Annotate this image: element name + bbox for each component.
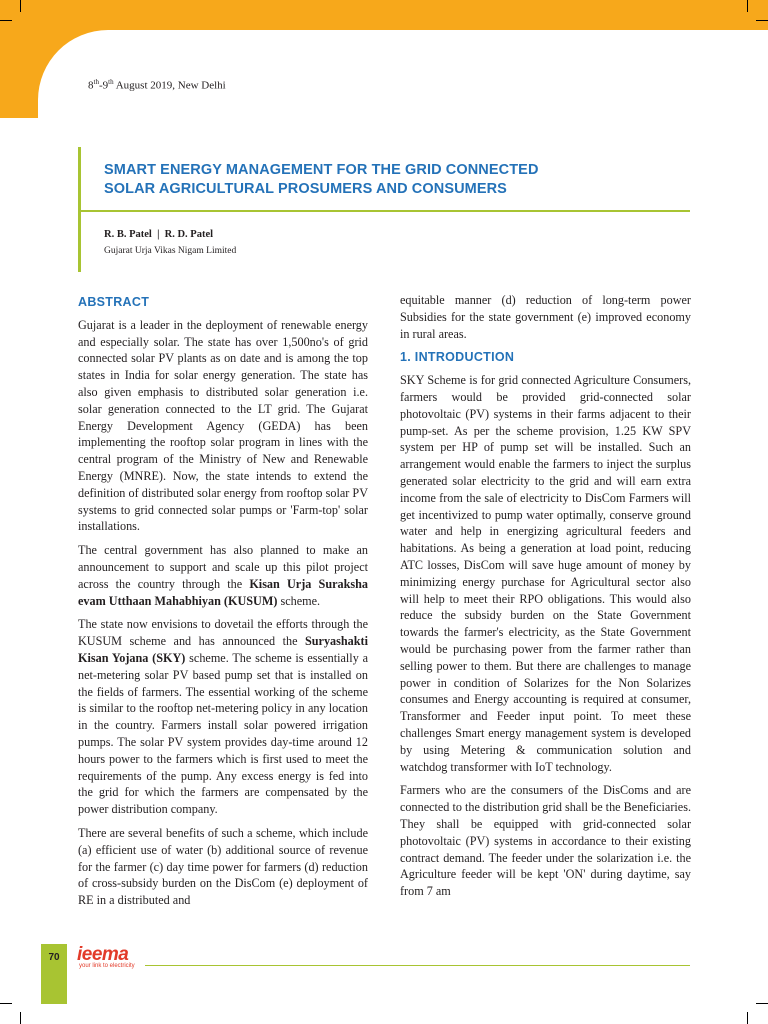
abstract-paragraph: The state now envisions to dovetail the efforts through the KUSUM scheme and has announced the Suryashakti Kisan Yojana (SKY) scheme. The scheme is essentially a net-metering solar PV based pump set that is installed on the fields of farmers. The essential working of the scheme is similar to the rooftop net-metering policy in any location in the country. Farmers install solar powered irrigation pumps. The solar PV system provides day-time around 12 hours power to the farmers which is first used to meet the requirements of the pump. Any excess energy is fed into the grid for which the farmers are compensated by the power distribution company. (78, 617, 368, 817)
left-column (78, 294, 368, 916)
title-divider (81, 210, 690, 212)
crop-mark (0, 1003, 12, 1004)
affiliation: Gujarat Urja Vikas Nigam Limited (104, 246, 237, 256)
event-date: 8th-9th August 2019, New Delhi (88, 78, 226, 92)
logo-tagline: your link to electricity (79, 963, 135, 969)
abstract-paragraph: Gujarat is a leader in the deployment of renewable energy and especially solar. The state has over 1,500no's of grid connected solar PV plants as on date and is among the top states in India for solar energy generation. The state has also given emphasis to distributed solar generation i.e. solar generation connected to the LT grid. The Gujarat Energy Development Agency (GEDA) has been implementing the rooftop solar program in lines with the central program of the Ministry of New and Renewable Energy (MNRE). Now, the state intends to extend the definition of distributed solar energy from rooftop solar PV systems to grid connected solar pumps or 'Farm-top' solar installations. (78, 317, 368, 534)
crop-mark (20, 0, 21, 12)
introduction-paragraph: Farmers who are the consumers of the DisComs and are connected to the distribution grid shall be the Beneficiaries. They shall be equipped with grid-connected solar photovoltaic (PV) systems in accordance to their existing contract demand. The feeder under the solarization i.e. the Agriculture feeder will be kept 'ON' during daytime, say from 7 am (400, 783, 691, 899)
footer-divider (145, 965, 690, 966)
crop-mark (0, 20, 12, 21)
authors: R. B. Patel | R. D. Patel (104, 229, 214, 240)
right-column (400, 292, 691, 907)
paper-title: SMART ENERGY MANAGEMENT FOR THE GRID CONNECTED SOLAR AGRICULTURAL PROSUMERS AND CONSUMERS (104, 162, 539, 197)
abstract-paragraph: There are several benefits of such a scheme, which include (a) efficient use of water (b) additional source of revenue for the farmer (c) day time power for farmers (d) reduction of cross-subsidy burden on the DisCom (e) deployment of RE in a distributed and (78, 825, 368, 908)
crop-mark (747, 0, 748, 12)
introduction-heading: 1. INTRODUCTION (400, 350, 515, 365)
abstract-heading: ABSTRACT (78, 295, 150, 309)
introduction-paragraph: SKY Scheme is for grid connected Agriculture Consumers, farmers would be provided grid-connected solar photovoltaic (PV) systems in their farms adjacent to their pump-set. As per the scheme provision, 1.25 KW SPV system per HP of pump set will be installed. Such an arrangement would enable the farmers to inject the surplus generated solar electricity to the grid and will earn extra income from the sale of electricity to DisCom Farmers will get incentivized to pump water optimally, conserve ground water and help in energizing agricultural feeders and habitations. As being a generation at load point, reducing ATC losses, DisCom will save huge amount of money by minimizing energy purchase for Agricultural sector also will help to meet their RPO obligations. This would also reduce the subsidy burden on the State Government towards the farmer's electricity, as the State Government would be purchasing power from the farmer rather than selling power to them. But there are challenges to manage power in condition of Solarizes for the Non Solarizes consumes and Energy accounting is required at consumer, Transformer and Feeder input point. To meet these challenges Smart energy management system is developed by using Metering & communication solution and watchdog transformer with IoT technology. (400, 373, 691, 774)
abstract-paragraph: The central government has also planned to make an announcement to support and scale up this pilot project across the country through the Kisan Urja Suraksha evam Utthaan Mahabhiyan (KUSUM) scheme. (78, 543, 368, 608)
crop-mark (747, 1012, 748, 1024)
crop-mark (756, 20, 768, 21)
continued-paragraph: equitable manner (d) reduction of long-term power Subsidies for the state government (e) improved economy in rural areas. (400, 293, 691, 341)
ieema-logo: ieema (77, 944, 129, 965)
crop-mark (20, 1012, 21, 1024)
crop-mark (756, 1003, 768, 1004)
page-number: 70 (48, 952, 60, 963)
